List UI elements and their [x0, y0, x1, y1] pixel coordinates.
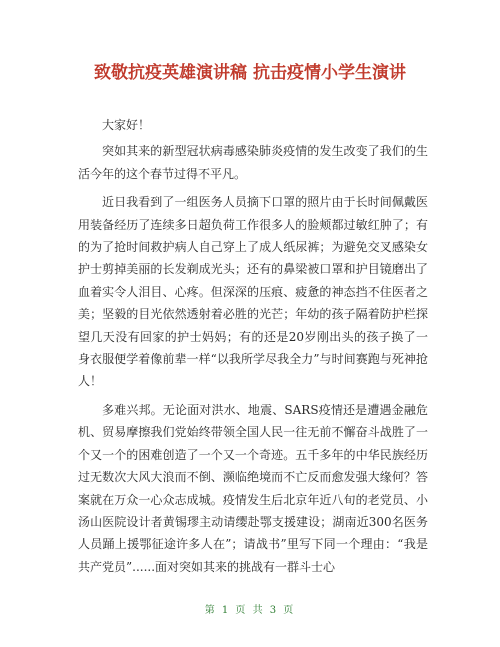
page-number-footer: 第 1 页 共 3 页	[204, 605, 296, 616]
paragraph-2: 近日我看到了一组医务人员摘下口罩的照片由于长时间佩戴医用装备经历了连续多日超负荷工作很多人的脸颊都过敏红肿了；有的为了抢时间救护病人自己穿上了成人纸尿裤；为避免交叉感染女护士剪掉美丽的长发剃成光头；还有的鼻梁被口罩和护目镜磨出了血着实令人泪目、心疼。但深深的压痕、疲惫的神态挡不住医者之美；坚毅的目光依然透射着必胜的光芒；年幼的孩子隔着防护栏探望几天没有回家的护士妈妈；有的还是20岁刚出头的孩子换了一身衣服便学着像前辈一样“以我所学尽我全力”与时间赛跑与死神抢人！	[78, 195, 428, 389]
document-body	[78, 114, 428, 584]
document-title: 致敬抗疫英雄演讲稿 抗击疫情小学生演讲	[94, 63, 406, 83]
paragraph-3: 多难兴邦。无论面对洪水、地震、SARS疫情还是遭遇金融危机、贸易摩擦我们党始终带领全国人民一往无前不懈奋斗战胜了一个又一个的困难创造了一个又一个奇迹。五千多年的中华民族经历过无数次大风大浪而不倒、濒临绝境而不亡反而愈发强大缘何？答案就在万众一心众志成城。疫情发生后北京年近八旬的老党员、小汤山医院设计者黄锡璆主动请缨赴鄂支援建设；湖南近300名医务人员踊上援鄂征途许多人在”；请战书”里写下同一个理由：“我是共产党员”......面对突如其来的挑战有一群斗士心	[78, 402, 428, 574]
paragraph-1: 突如其来的新型冠状病毒感染肺炎疫情的发生改变了我们的生活今年的这个春节过得不平凡。	[78, 144, 428, 181]
greeting-text: 大家好！	[102, 118, 151, 132]
